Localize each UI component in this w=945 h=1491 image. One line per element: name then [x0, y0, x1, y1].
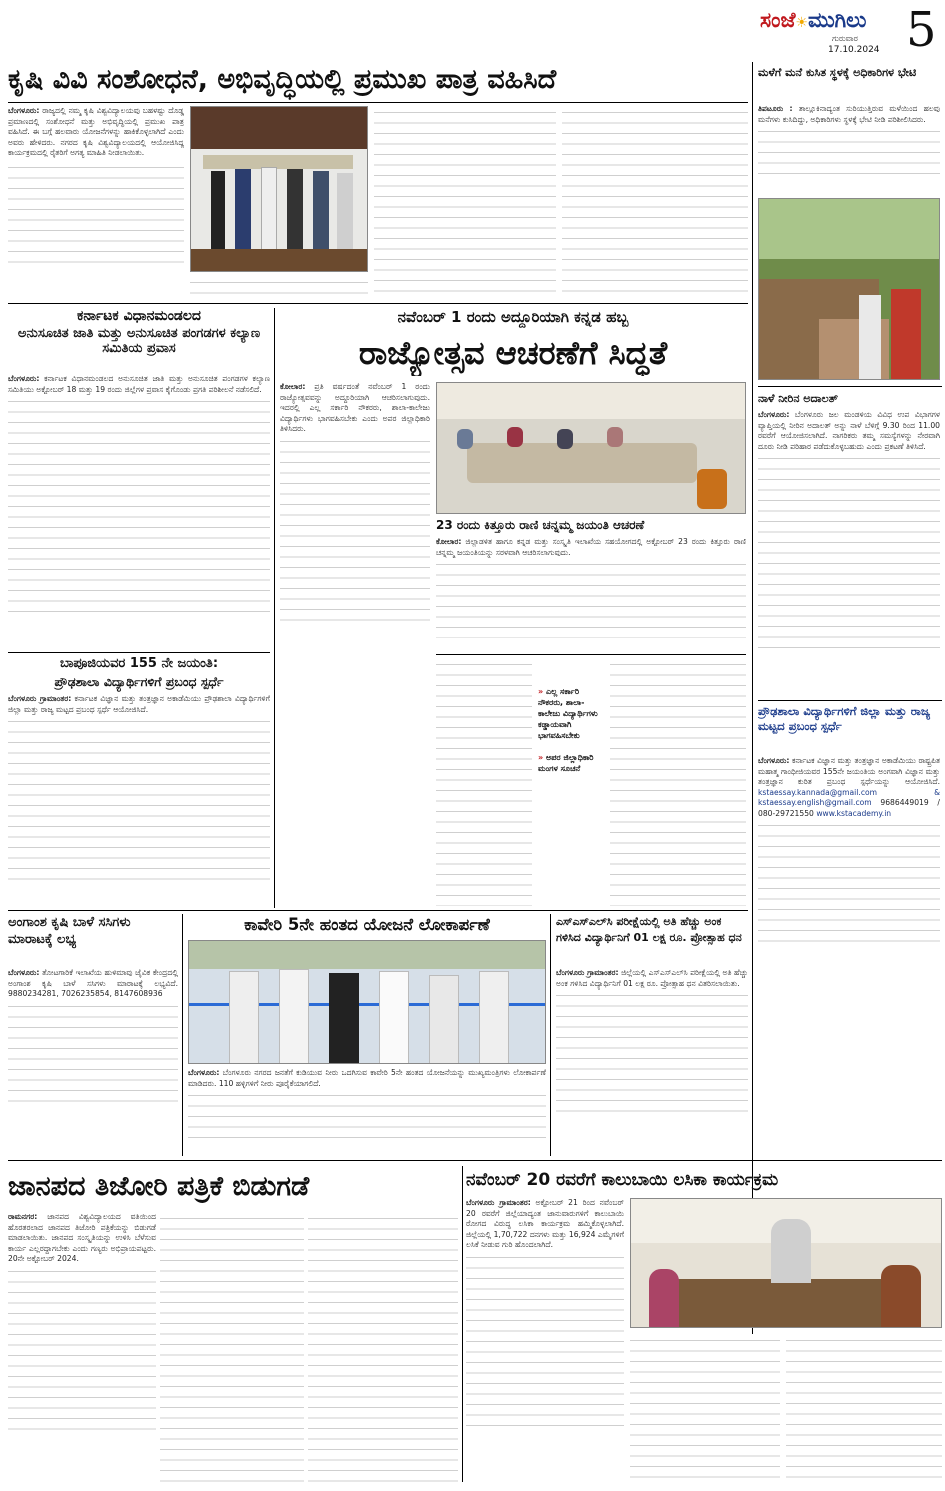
kittur-body: ಜಿಲ್ಲಾಡಳಿತ ಹಾಗೂ ಕನ್ನಡ ಮತ್ತು ಸಂಸ್ಕೃತಿ ಇಲಾಖೆಯ ಸಹಯೋಗದಲ್ಲಿ ಅಕ್ಟೋಬರ್ 23 ರಂದು ಕಿತ್ತೂರು ರಾಣಿ ಚನ್ನಮ್ಮ ಜಯಂತಿಯನ್ನು ಸರಳವಾಗಿ ಆಚರಿಸಲಾಗುವುದು.: [436, 537, 746, 557]
rajyotsava-body: ಪ್ರತಿ ವರ್ಷದಂತೆ ನವೆಂಬರ್ 1 ರಂದು ರಾಜ್ಯೋತ್ಸವವನ್ನು ಅದ್ದೂರಿಯಾಗಿ ಆಚರಿಸಲಾಗುವುದು. ಇದರಲ್ಲಿ ಎಲ್ಲ ಸರ್ಕಾರಿ ನೌಕರರು, ಶಾಲಾ-ಕಾಲೇಜು ವಿದ್ಯಾರ್ಥಿಗಳು ಭಾಗವಹಿಸಬೇಕು ಎಂದು ಅಪರ ಜಿಲ್ಲಾಧಿಕಾರಿ ತಿಳಿಸಿದರು.: [280, 382, 430, 433]
cauvery-photo: [188, 940, 546, 1064]
janapada-body: ಜಾನಪದ ವಿಶ್ವವಿದ್ಯಾಲಯದ ವತಿಯಿಂದ ಹೊರತರಲಾದ ಜಾನಪದ ತಿಜೋರಿ ಪತ್ರಿಕೆಯನ್ನು ಬಿಡುಗಡೆ ಮಾಡಲಾಯಿತು. ಜಾನಪದ ಸಂಸ್ಕೃತಿಯನ್ನು ಉಳಿಸಿ ಬೆಳೆಸುವ ಕಾರ್ಯ ಎಲ್ಲರದ್ದಾಗಬೇಕು ಎಂದು ಗಣ್ಯರು ಅಭಿಪ್ರಾಯಪಟ್ಟರು. 20ನೇ ಅಕ್ಟೋಬರ್ 2024.: [8, 1212, 156, 1263]
house-collapse-photo: [758, 198, 940, 380]
essay-right-headline: ಪ್ರೌಢಶಾಲಾ ವಿದ್ಯಾರ್ಥಿಗಳಿಗೆ ಜಿಲ್ಲಾ ಮತ್ತು ರಾಜ್ಯ ಮಟ್ಟದ ಪ್ರಬಂಧ ಸ್ಪರ್ಧೆ: [758, 704, 931, 733]
right-top-dateline: ತಿಪಟೂರು :: [758, 104, 793, 113]
sslc-dateline: ಬೆಂಗಳೂರು ಗ್ರಾಮಾಂತರ:: [556, 968, 619, 977]
essay-right-text: [758, 756, 940, 1040]
masthead: [720, 6, 942, 58]
lead-headline: ಕೃಷಿ ವಿವಿ ಸಂಶೋಧನೆ, ಅಭಿವೃದ್ಧಿಯಲ್ಲಿ ಪ್ರಮುಖ ಪಾತ್ರ ವಹಿಸಿದೆ: [8, 64, 557, 95]
essay-right-body: ಕರ್ನಾಟಕ ವಿಜ್ಞಾನ ಮತ್ತು ತಂತ್ರಜ್ಞಾನ ಅಕಾಡೆಮಿಯು ರಾಷ್ಟ್ರಪಿತ ಮಹಾತ್ಮ ಗಾಂಧೀಜಿಯವರ 155ನೇ ಜಯಂತಿಯ ಅಂಗವಾಗಿ ವಿಜ್ಞಾನ ಮತ್ತು ತಂತ್ರಜ್ಞಾನ ಕುರಿತ ಪ್ರಬಂಧ ಸ್ಪರ್ಧೆಯನ್ನು ಆಯೋಜಿಸಿದೆ.: [758, 756, 940, 786]
right-top-body: ತಾಲ್ಲೂಕಿನಾದ್ಯಂತ ಸುರಿಯುತ್ತಿರುವ ಮಳೆಯಿಂದ ಹಲವು ಮನೆಗಳು ಕುಸಿದಿದ್ದು, ಅಧಿಕಾರಿಗಳು ಸ್ಥಳಕ್ಕೆ ಭೇಟಿ ನೀಡಿ ಪರಿಶೀಲಿಸಿದರು.: [758, 104, 940, 124]
pullquote-2: ಅಪರ ಜಿಲ್ಲಾಧಿಕಾರಿ ಮಂಗಳ ಸೂಚನೆ: [538, 753, 594, 773]
bapuji-headline-1: ಬಾಪೂಜಿಯವರ 155 ನೇ ಜಯಂತಿ:: [59, 656, 219, 671]
lead-body: ರಾಜ್ಯದಲ್ಲಿ ನಮ್ಮ ಕೃಷಿ ವಿಶ್ವವಿದ್ಯಾಲಯವು ಬಹಳಷ್ಟು ದೊಡ್ಡ ಪ್ರಮಾಣದಲ್ಲಿ ಸಂಶೋಧನೆ ಮತ್ತು ಅಭಿವೃದ್ಧಿಯಲ್ಲಿ ಪ್ರಮುಖ ಪಾತ್ರ ವಹಿಸಿದೆ. ಈ ಬಗ್ಗೆ ಹಲವಾರು ಯೋಜನೆಗಳನ್ನು ಹಾಕಿಕೊಳ್ಳಲಾಗಿದೆ ಎಂದು ಅವರು ಹೇಳಿದರು. ನಗರದ ಕೃಷಿ ವಿಶ್ವವಿದ್ಯಾಲಯದಲ್ಲಿ ಆಯೋಜಿಸಿದ್ದ ಕಾರ್ಯಕ್ರಮದಲ್ಲಿ ರೈತರಿಗೆ ಅಗತ್ಯ ಮಾಹಿತಿ ನೀಡಲಾಯಿತು.: [8, 106, 184, 157]
water-court-headline: ನಾಳೆ ನೀರಿನ ಅದಾಲತ್: [758, 392, 839, 405]
lead-column-4: [562, 106, 748, 298]
lead-photo: [190, 106, 368, 272]
rajyotsava-text: [280, 382, 430, 650]
vaccination-headline: ನವೆಂಬರ್ 20 ರವರೆಗೆ ಕಾಲುಬಾಯಿ ಲಸಿಕಾ ಕಾರ್ಯಕ್ರಮ: [466, 1170, 779, 1190]
vaccination-column-2: [630, 1334, 780, 1482]
water-court-body: ಬೆಂಗಳೂರು ಜಲ ಮಂಡಳಿಯ ವಿವಿಧ ಉಪ ವಿಭಾಗಗಳ ವ್ಯಾಪ್ತಿಯಲ್ಲಿ ನೀರಿನ ಅದಾಲತ್ ಅನ್ನು ನಾಳೆ ಬೆಳಿಗ್ಗೆ 9.30 ರಿಂದ 11.00 ರವರೆಗೆ ಆಯೋಜಿಸಲಾಗಿದೆ. ನಾಗರಿಕರು ತಮ್ಮ ಸಮಸ್ಯೆಗಳನ್ನು ನೇರವಾಗಿ ದೂರು ನೀಡಿ ಪರಿಹಾರ ಪಡೆದುಕೊಳ್ಳಬಹುದು ಎಂದು ಪ್ರಕಟಣೆ ತಿಳಿಸಿದೆ.: [758, 410, 940, 451]
rajyotsava-headline: ರಾಜ್ಯೋತ್ಸವ ಆಚರಣೆಗೆ ಸಿದ್ಧತೆ: [358, 334, 668, 372]
sslc-headline: ಎಸ್ಎಸ್ಎಲ್‌ಸಿ ಪರೀಕ್ಷೆಯಲ್ಲಿ ಅತಿ ಹೆಚ್ಚು ಅಂಕ ಗಳಿಸಿದ ವಿದ್ಯಾರ್ಥಿನಿಗೆ 01 ಲಕ್ಷ ರೂ. ಪ್ರೋತ್ಸಾಹ ಧನ: [556, 915, 742, 944]
page-number: 5: [906, 6, 937, 58]
banana-phones: 9880234281, 7026235854, 8147608936: [8, 989, 163, 998]
banana-body: ತೋಟಗಾರಿಕೆ ಇಲಾಖೆಯ ಹುಳಿಮಾವು ಜೈವಿಕ ಕೇಂದ್ರದಲ್ಲಿ ಅಂಗಾಂಶ ಕೃಷಿ ಬಾಳೆ ಸಸಿಗಳು ಮಾರಾಟಕ್ಕೆ ಲಭ್ಯವಿದೆ.: [8, 968, 178, 988]
sun-icon: ☀: [795, 15, 808, 31]
rajyotsava-meeting-photo: [436, 382, 746, 514]
rajyotsava-column-2: [436, 658, 532, 906]
vaccination-body: ಅಕ್ಟೋಬರ್ 21 ರಿಂದ ನವೆಂಬರ್ 20 ರವರೆಗೆ ಜಿಲ್ಲೆಯಾದ್ಯಂತ ಜಾನುವಾರುಗಳಿಗೆ ಕಾಲುಬಾಯಿ ರೋಗದ ವಿರುದ್ಧ ಲಸಿಕಾ ಕಾರ್ಯಕ್ರಮ ಹಮ್ಮಿಕೊಳ್ಳಲಾಗಿದೆ. ಜಿಲ್ಲೆಯಲ್ಲಿ 1,70,722 ದನಗಳು ಮತ್ತು 16,924 ಎಮ್ಮೆಗಳಿಗೆ ಲಸಿಕೆ ನೀಡುವ ಗುರಿ ಹೊಂದಲಾಗಿದೆ.: [466, 1198, 624, 1249]
bapuji-dateline: ಬೆಂಗಳೂರು ಗ್ರಾಮಾಂತರ:: [8, 694, 72, 703]
vaccination-column-3: [786, 1334, 942, 1482]
janapada-text: [8, 1212, 156, 1482]
pullquote-1: ಎಲ್ಲ ಸರ್ಕಾರಿ ನೌಕರರು, ಶಾಲಾ-ಕಾಲೇಜು ವಿದ್ಯಾರ್ಥಿಗಳು ಕಡ್ಡಾಯವಾಗಿ ಭಾಗವಹಿಸಬೇಕು: [538, 687, 598, 740]
brand-blue: ಮುಗಿಲು: [807, 8, 867, 32]
cauvery-dateline: ಬೆಂಗಳೂರು:: [188, 1068, 220, 1077]
banana-dateline: ಬೆಂಗಳೂರು:: [8, 968, 40, 977]
janapada-headline: ಜಾನಪದ ತಿಜೋರಿ ಪತ್ರಿಕೆ ಬಿಡುಗಡೆ: [8, 1171, 310, 1202]
rajyotsava-kicker: ನವೆಂಬರ್ 1 ರಂದು ಅದ್ದೂರಿಯಾಗಿ ಕನ್ನಡ ಹಬ್ಬ: [397, 308, 629, 326]
bapuji-text: [8, 694, 270, 906]
kittur-dateline: ಕೋಲಾರ:: [436, 537, 462, 546]
janapada-column-2: [160, 1212, 304, 1482]
essay-right-dateline: ಬೆಂಗಳೂರು:: [758, 756, 790, 765]
lead-column-2b: [190, 276, 368, 298]
water-court-text: [758, 410, 940, 692]
vaccination-text: [466, 1198, 624, 1482]
issue-day: ಗುರುವಾರ: [832, 34, 858, 43]
essay-right-website[interactable]: www.kstacademy.in: [816, 808, 892, 818]
vaccination-meeting-photo: [630, 1198, 942, 1328]
essay-right-phones: 9686449019 / 080-29721550: [758, 798, 940, 818]
janapada-dateline: ರಾಮನಗರ:: [8, 1212, 38, 1221]
cauvery-body: ಬೆಂಗಳೂರು ನಗರದ ಜನತೆಗೆ ಕುಡಿಯುವ ನೀರು ಒದಗಿಸುವ ಕಾವೇರಿ 5ನೇ ಹಂತದ ಯೋಜನೆಯನ್ನು ಮುಖ್ಯಮಂತ್ರಿಗಳು ಲೋಕಾರ್ಪಣೆ ಮಾಡಿದರು. 110 ಹಳ್ಳಿಗಳಿಗೆ ನೀರು ಪೂರೈಕೆಯಾಗಲಿದೆ.: [188, 1068, 546, 1088]
cauvery-headline: ಕಾವೇರಿ 5ನೇ ಹಂತದ ಯೋಜನೆ ಲೋಕಾರ್ಪಣೆ: [244, 915, 490, 934]
rajyotsava-dateline: ಕೋಲಾರ:: [280, 382, 306, 391]
lead-column-1: [8, 106, 184, 296]
scst-body: ಕರ್ನಾಟಕ ವಿಧಾನಮಂಡಲದ ಅನುಸೂಚಿತ ಜಾತಿ ಮತ್ತು ಅನುಸೂಚಿತ ಪಂಗಡಗಳ ಕಲ್ಯಾಣ ಸಮಿತಿಯು ಅಕ್ಟೋಬರ್ 18 ಮತ್ತು 19 ರಂದು ಜಿಲ್ಲೆಗಳ ಪ್ರವಾಸ ಕೈಗೊಂಡು ಪ್ರಗತಿ ಪರಿಶೀಲನೆ ನಡೆಸಲಿದೆ.: [8, 374, 270, 394]
sslc-text: [556, 968, 748, 1154]
kittur-text: [436, 537, 746, 651]
rajyotsava-pullquote: » ಎಲ್ಲ ಸರ್ಕಾರಿ ನೌಕರರು, ಶಾಲಾ-ಕಾಲೇಜು ವಿದ್ಯಾರ್ಥಿಗಳು ಕಡ್ಡಾಯವಾಗಿ ಭಾಗವಹಿಸಬೇಕು » ಅಪರ ಜಿಲ್ಲಾಧಿಕಾರಿ ಮಂಗಳ ಸೂಚನೆ: [538, 687, 598, 773]
banana-headline: ಅಂಗಾಂಶ ಕೃಷಿ ಬಾಳೆ ಸಸಿಗಳು ಮಾರಾಟಕ್ಕೆ ಲಭ್ಯ: [8, 915, 131, 947]
essay-right-email[interactable]: kstaessay.kannada@gmail.com & kstaessay.english@gmail.com: [758, 787, 940, 807]
vaccination-dateline: ಬೆಂಗಳೂರು ಗ್ರಾಮಾಂತರ:: [466, 1198, 531, 1207]
right-top-text: [758, 104, 940, 196]
rajyotsava-column-3: [610, 658, 746, 906]
right-top-headline: ಮಳೆಗೆ ಮನೆ ಕುಸಿತ ಸ್ಥಳಕ್ಕೆ ಅಧಿಕಾರಿಗಳ ಭೇಟಿ: [758, 66, 917, 79]
kittur-headline: 23 ರಂದು ಕಿತ್ತೂರು ರಾಣಿ ಚನ್ನಮ್ಮ ಜಯಂತಿ ಆಚರಣೆ: [436, 518, 645, 532]
scst-dateline: ಬೆಂಗಳೂರು:: [8, 374, 40, 383]
issue-date: 17.10.2024: [828, 45, 880, 55]
sslc-body: ಜಿಲ್ಲೆಯಲ್ಲಿ ಎಸ್ಎಸ್ಎಲ್‌ಸಿ ಪರೀಕ್ಷೆಯಲ್ಲಿ ಅತಿ ಹೆಚ್ಚು ಅಂಕ ಗಳಿಸಿದ ವಿದ್ಯಾರ್ಥಿನಿಗೆ 01 ಲಕ್ಷ ರೂ. ಪ್ರೋತ್ಸಾಹ ಧನ ವಿತರಿಸಲಾಯಿತು.: [556, 968, 748, 988]
janapada-column-3: [308, 1212, 458, 1482]
bapuji-body: ಕರ್ನಾಟಕ ವಿಜ್ಞಾನ ಮತ್ತು ತಂತ್ರಜ್ಞಾನ ಅಕಾಡೆಮಿಯು ಪ್ರೌಢಶಾಲಾ ವಿದ್ಯಾರ್ಥಿಗಳಿಗೆ ಜಿಲ್ಲಾ ಮತ್ತು ರಾಜ್ಯ ಮಟ್ಟದ ಪ್ರಬಂಧ ಸ್ಪರ್ಧೆ ಆಯೋಜಿಸಿದೆ.: [8, 694, 270, 714]
scst-headline-1: ಕರ್ನಾಟಕ ವಿಧಾನಮಂಡಲದ: [77, 308, 201, 324]
brand-logo: [760, 8, 866, 33]
bapuji-headline-2: ಪ್ರೌಢಶಾಲಾ ವಿದ್ಯಾರ್ಥಿಗಳಿಗೆ ಪ್ರಬಂಧ ಸ್ಪರ್ಧೆ: [54, 674, 224, 689]
banana-text: [8, 968, 178, 1152]
cauvery-text: [188, 1068, 546, 1154]
scst-headline-2: ಅನುಸೂಚಿತ ಜಾತಿ ಮತ್ತು ಅನುಸೂಚಿತ ಪಂಗಡಗಳ ಕಲ್ಯಾಣ ಸಮಿತಿಯ ಪ್ರವಾಸ: [17, 326, 261, 356]
water-court-dateline: ಬೆಂಗಳೂರು:: [758, 410, 790, 419]
lead-column-3: [374, 106, 556, 298]
lead-dateline: ಬೆಂಗಳೂರು:: [8, 106, 40, 115]
scst-text: [8, 374, 270, 648]
brand-red: ಸಂಜೆ: [760, 8, 796, 32]
